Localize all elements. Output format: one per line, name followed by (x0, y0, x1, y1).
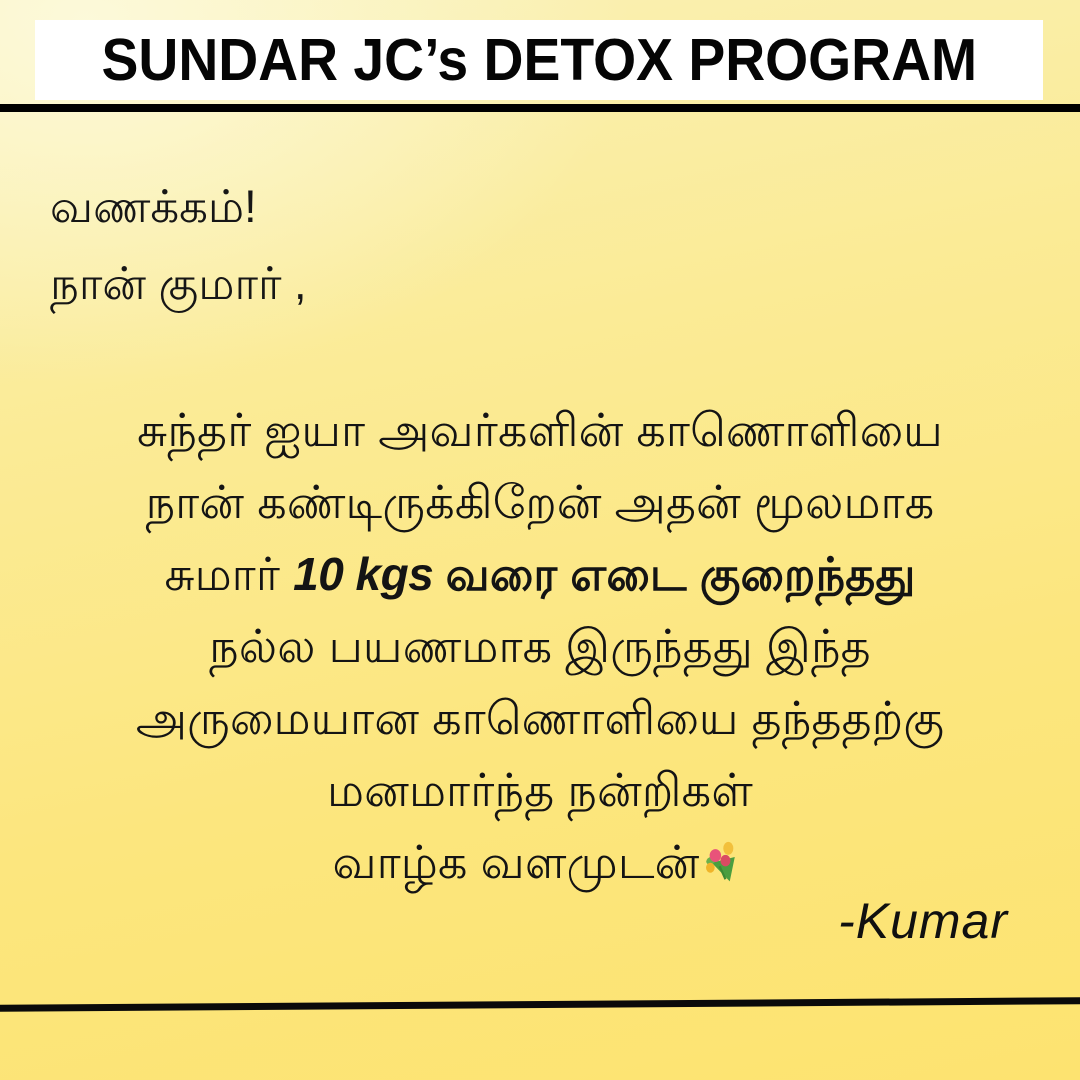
testimonial-line: மனமார்ந்த நன்றிகள் (327, 764, 753, 816)
testimonial-line (0, 826, 1080, 898)
bouquet-emoji (701, 839, 747, 885)
weight-loss-amount: 10 kgs (293, 548, 446, 600)
top-divider (0, 104, 1080, 112)
bottom-divider (0, 997, 1080, 1012)
line3-regular-text: சுமார் (164, 548, 294, 600)
testimonial-line: அருமையான காணொளியை தந்ததற்கு (135, 692, 945, 744)
testimonial-line: சுந்தர் ஐயா அவர்களின் காணொளியை (137, 404, 943, 456)
testimonial-line (0, 538, 1080, 610)
greeting-line-1: வணக்கம்! (50, 181, 257, 232)
weight-loss-highlight: வரை எடை குறைந்தது (445, 548, 916, 600)
signature: -Kumar (838, 893, 1008, 949)
testimonial-paragraph (0, 394, 1080, 898)
page-title: SUNDAR JC’s DETOX PROGRAM (101, 26, 977, 94)
closing-wish-text: வாழ்க வளமுடன் (332, 836, 700, 888)
header-banner (35, 20, 1043, 100)
greeting-block (50, 168, 307, 322)
greeting-line-2: நான் குமார் , (50, 258, 307, 309)
testimonial-line: நான் கண்டிருக்கிறேன் அதன் மூலமாக (145, 476, 935, 528)
testimonial-line: நல்ல பயணமாக இருந்தது இந்த (209, 620, 871, 672)
